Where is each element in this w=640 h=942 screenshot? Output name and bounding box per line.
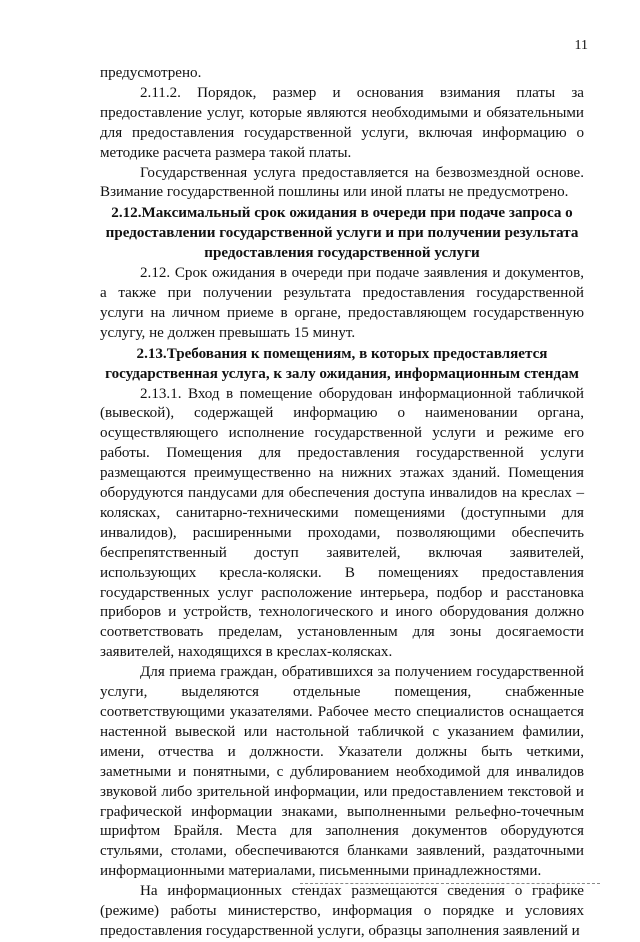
paragraph-2-13-1: 2.13.1. Вход в помещение оборудован информационной табличкой (вывеской), содержащей информацию о наименовании органа, осуществляющего исполнение государственной услуги и режиме его работы. Помещения для предоставления государственной услуги размещаются преимущественно на нижних этажах зданий. Помещения оборудуются пандусами для обеспечения доступа инвалидов на креслах – колясках, санитарно-техническими помещениями (доступными для инвалидов), расширенными проходами, позволяющими обеспечить беспрепятственный доступ заявителей, включая заявителей, использующих кресла-коляски. В помещениях предоставления государственных услуг расположение интерьера, подбор и расстановка приборов и устройств, технологического и иного оборудования должно соответствовать пределам, установленным для зоны досягаемости заявителей, находящихся в креслах-колясках. xyxy=(100,385,584,661)
section-heading-2-12: 2.12.Максимальный срок ожидания в очереди при подаче запроса о предоставлении государственной услуги и при получении результата предоставления государственной услуги xyxy=(105,205,579,262)
paragraph-2-12: 2.12. Срок ожидания в очереди при подаче заявления и документов, а также при получении результата предоставления государственной услуги на личном приеме в органе, предоставляющем государственную услугу, не должен превышать 15 минут. xyxy=(100,265,584,341)
section-heading-2-13: 2.13.Требования к помещениям, в которых предоставляется государственная услуга, к залу ожидания, информационным стендам xyxy=(105,345,579,382)
paragraph-continuation: предусмотрено. xyxy=(100,65,202,81)
paragraph-2-11-2: 2.11.2. Порядок, размер и основания взимания платы за предоставление услуг, которые являются необходимыми и обязательными для предоставления государственной услуги, включая информацию о методике расчета размера такой платы. xyxy=(100,84,584,161)
page-number: 11 xyxy=(574,38,588,53)
paragraph-reception: Для приема граждан, обратившихся за получением государственной услуги, выделяются отдельные помещения, снабженные соответствующими указателями. Рабочее место специалистов оснащается настенной вывеской или настольной табличкой с указанием фамилии, имени, отчества и должности. Указатели должны быть четкими, заметными и понятными, с дублированием необходимой для инвалидов звуковой либо зрительной информации, или предоставлением текстовой и графической информации знаками, выполненными рельефно-точечным шрифтом Брайля. Места для заполнения документов оборудуются стульями, столами, обеспечиваются бланками заявлений, раздаточными информационными материалами, письменными принадлежностями. xyxy=(100,664,584,880)
document-body xyxy=(100,64,584,942)
footer-divider xyxy=(300,883,600,884)
paragraph-free-service: Государственная услуга предоставляется на безвозмездной основе. Взимание государственной пошлины или иной платы не предусмотрено. xyxy=(100,164,584,201)
paragraph-info-stands: На информационных стендах размещаются сведения о графике (режиме) работы министерство, информация о порядке и условиях предоставления государственной услуги, образцы заполнения заявлений и xyxy=(100,883,584,939)
